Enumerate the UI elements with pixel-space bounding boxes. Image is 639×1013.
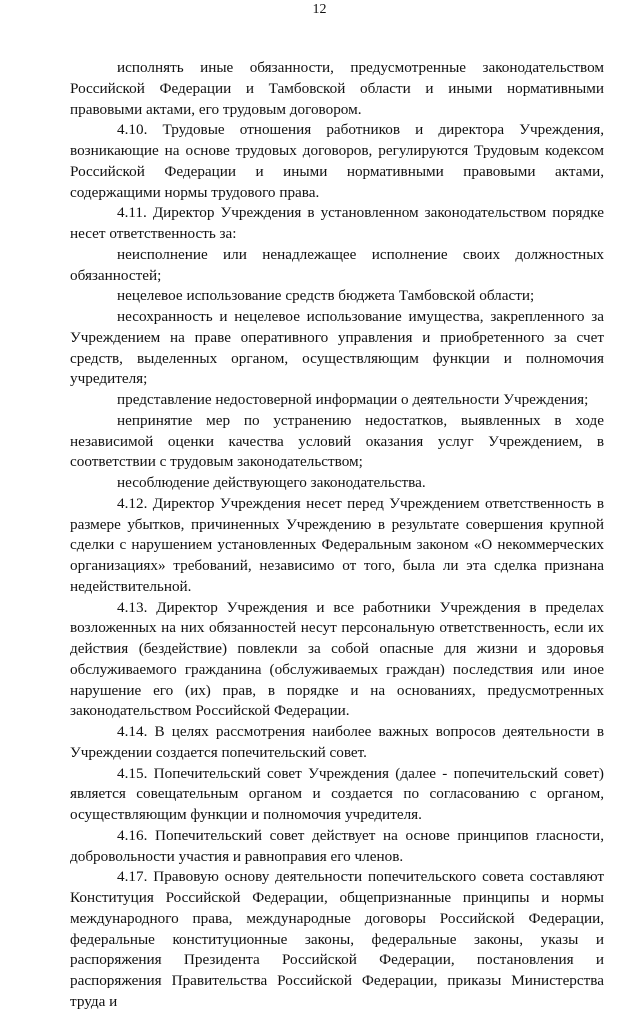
list-item-budget: нецелевое использование средств бюджета Тамбовской области; — [117, 287, 535, 305]
list-item-legislation: несоблюдение действующего законодательства. — [117, 474, 426, 491]
paragraph-4-11: 4.11. Директор Учреждения в установленном законодательством порядке несет ответственность за: — [70, 204, 604, 242]
document-body — [70, 58, 604, 1013]
list-item-property: несохранность и нецелевое использование имущества, закрепленного за Учреждением на праве оперативного управления и приобретенного за счет средств, выделенных органом, осуществляющим функции и полномочия учредителя; — [70, 308, 604, 388]
paragraph-continuation: исполнять иные обязанности, предусмотренные законодательством Российской Федерации и Тамбовской области и иными нормативными правовыми актами, его трудовым договором. — [70, 59, 604, 118]
list-item-deficiencies: непринятие мер по устранению недостатков, выявленных в ходе независимой оценки качества условий оказания услуг Учреждением, в соответствии с трудовым законодательством; — [70, 411, 604, 471]
paragraph-4-17: 4.17. Правовую основу деятельности попечительского совета составляют Конституция Российской Федерации, общепризнанные принципы и нормы международного права, международные договоры Российской Федерации, федеральные конституционные законы, федеральные законы, указы и распоряжения Президента Российской Федерации, постановления и распоряжения Правительства Российской Федерации, приказы Министерства труда и — [70, 868, 604, 1010]
paragraph-4-10: 4.10. Трудовые отношения работников и директора Учреждения, возникающие на основе трудовых договоров, регулируются Трудовым кодексом Российской Федерации и иными нормативными правовыми актами, содержащими нормы трудового права. — [70, 121, 604, 201]
paragraph-4-12: 4.12. Директор Учреждения несет перед Учреждением ответственность в размере убытков, причиненных Учреждению в результате совершения крупной сделки с нарушением установленных Федеральным законом «О некоммерческих организациях» требований, независимо от того, была ли эта сделка признана недействительной. — [70, 494, 604, 595]
list-item-information: представление недостоверной информации о деятельности Учреждения; — [117, 391, 589, 408]
list-item-duties: неисполнение или ненадлежащее исполнение своих должностных обязанностей; — [70, 245, 604, 284]
paragraph-4-14: 4.14. В целях рассмотрения наиболее важных вопросов деятельности в Учреждении создается попечительский совет. — [70, 723, 604, 761]
page-number: 12 — [312, 2, 327, 17]
paragraph-4-13: 4.13. Директор Учреждения и все работники Учреждения в пределах возложенных на них обязанностей несут персональную ответственность, если их действия (бездействие) повлекли за собой опасные для жизни и здоровья обслуживаемого гражданина (обслуживаемых граждан) последствия или иное нарушение его (их) прав, в порядке и на основаниях, предусмотренных законодательством Российской Федерации. — [70, 598, 604, 720]
paragraph-4-16: 4.16. Попечительский совет действует на основе принципов гласности, добровольности участия и равноправия его членов. — [70, 826, 604, 865]
paragraph-4-15: 4.15. Попечительский совет Учреждения (далее - попечительский совет) является совещательным органом и создается по согласованию с органом, осуществляющим функции и полномочия учредителя. — [70, 764, 604, 823]
